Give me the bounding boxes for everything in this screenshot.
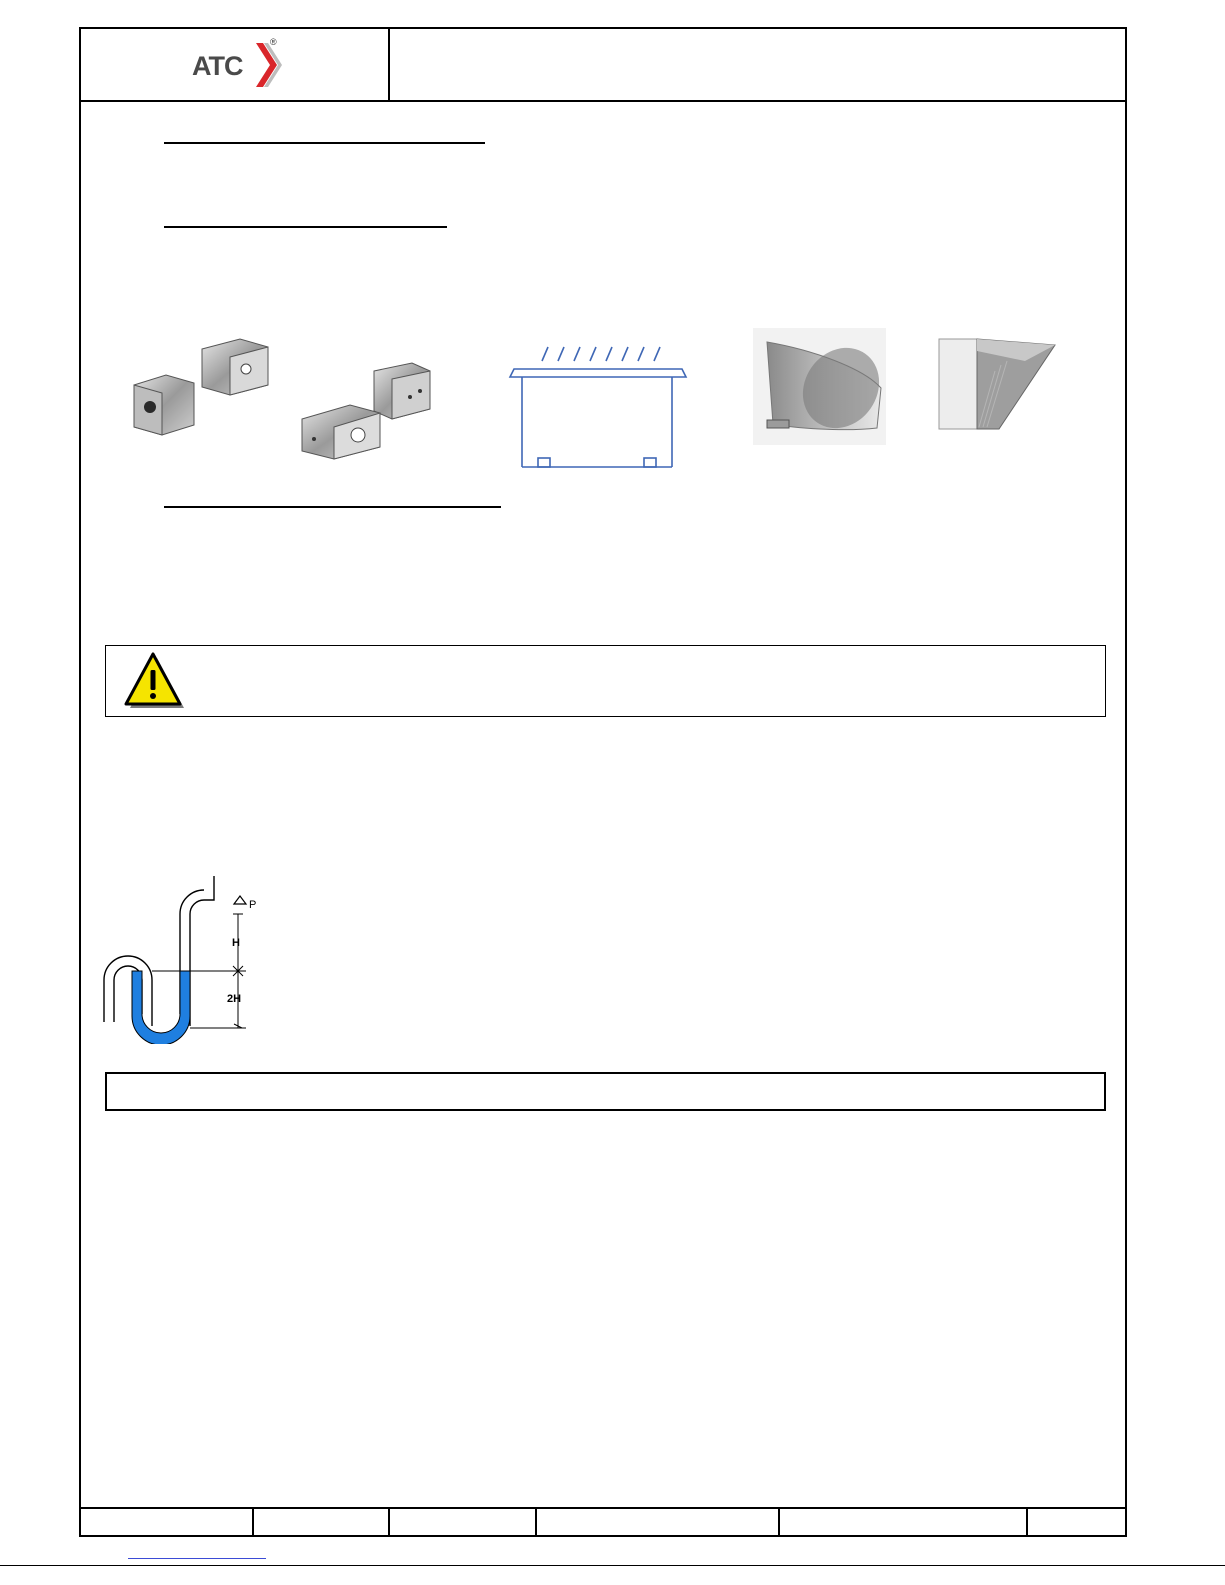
warning-icon: [124, 652, 186, 710]
document-footer: [79, 1507, 1127, 1537]
h-label: H: [232, 937, 240, 949]
note-box: [105, 1072, 1106, 1111]
footer-cell: [79, 1509, 254, 1537]
two-h-label: 2H: [227, 993, 242, 1005]
section-heading-underline: [164, 226, 447, 228]
section-heading-underline: [164, 142, 485, 144]
mounting-brackets-photo: [130, 335, 440, 460]
logo-text: ATC: [192, 51, 243, 81]
document-header: [79, 27, 1127, 102]
document-title: [390, 27, 1127, 100]
footer-cell: [254, 1509, 390, 1537]
footer-cell: [390, 1509, 537, 1537]
registered-mark: ®: [270, 37, 277, 47]
section-heading-underline: [164, 506, 501, 508]
footer-cell: [780, 1509, 1028, 1537]
chevron-icon: [252, 41, 282, 89]
delta-p-label: P: [249, 899, 257, 911]
square-rain-hood-photo: [935, 331, 1057, 433]
round-rain-hood-photo: [753, 328, 886, 445]
bottom-rule: [0, 1565, 1225, 1566]
footer-cell: [1028, 1509, 1125, 1537]
page-frame: [79, 27, 1127, 1537]
warning-box: [105, 645, 1106, 717]
bottom-link-underline[interactable]: [128, 1558, 266, 1559]
atc-logo: [192, 37, 282, 89]
footer-cell: [537, 1509, 780, 1537]
rain-hood-diagram: [508, 343, 688, 469]
siphon-diagram: [100, 874, 270, 1044]
logo-cell: [79, 27, 390, 100]
